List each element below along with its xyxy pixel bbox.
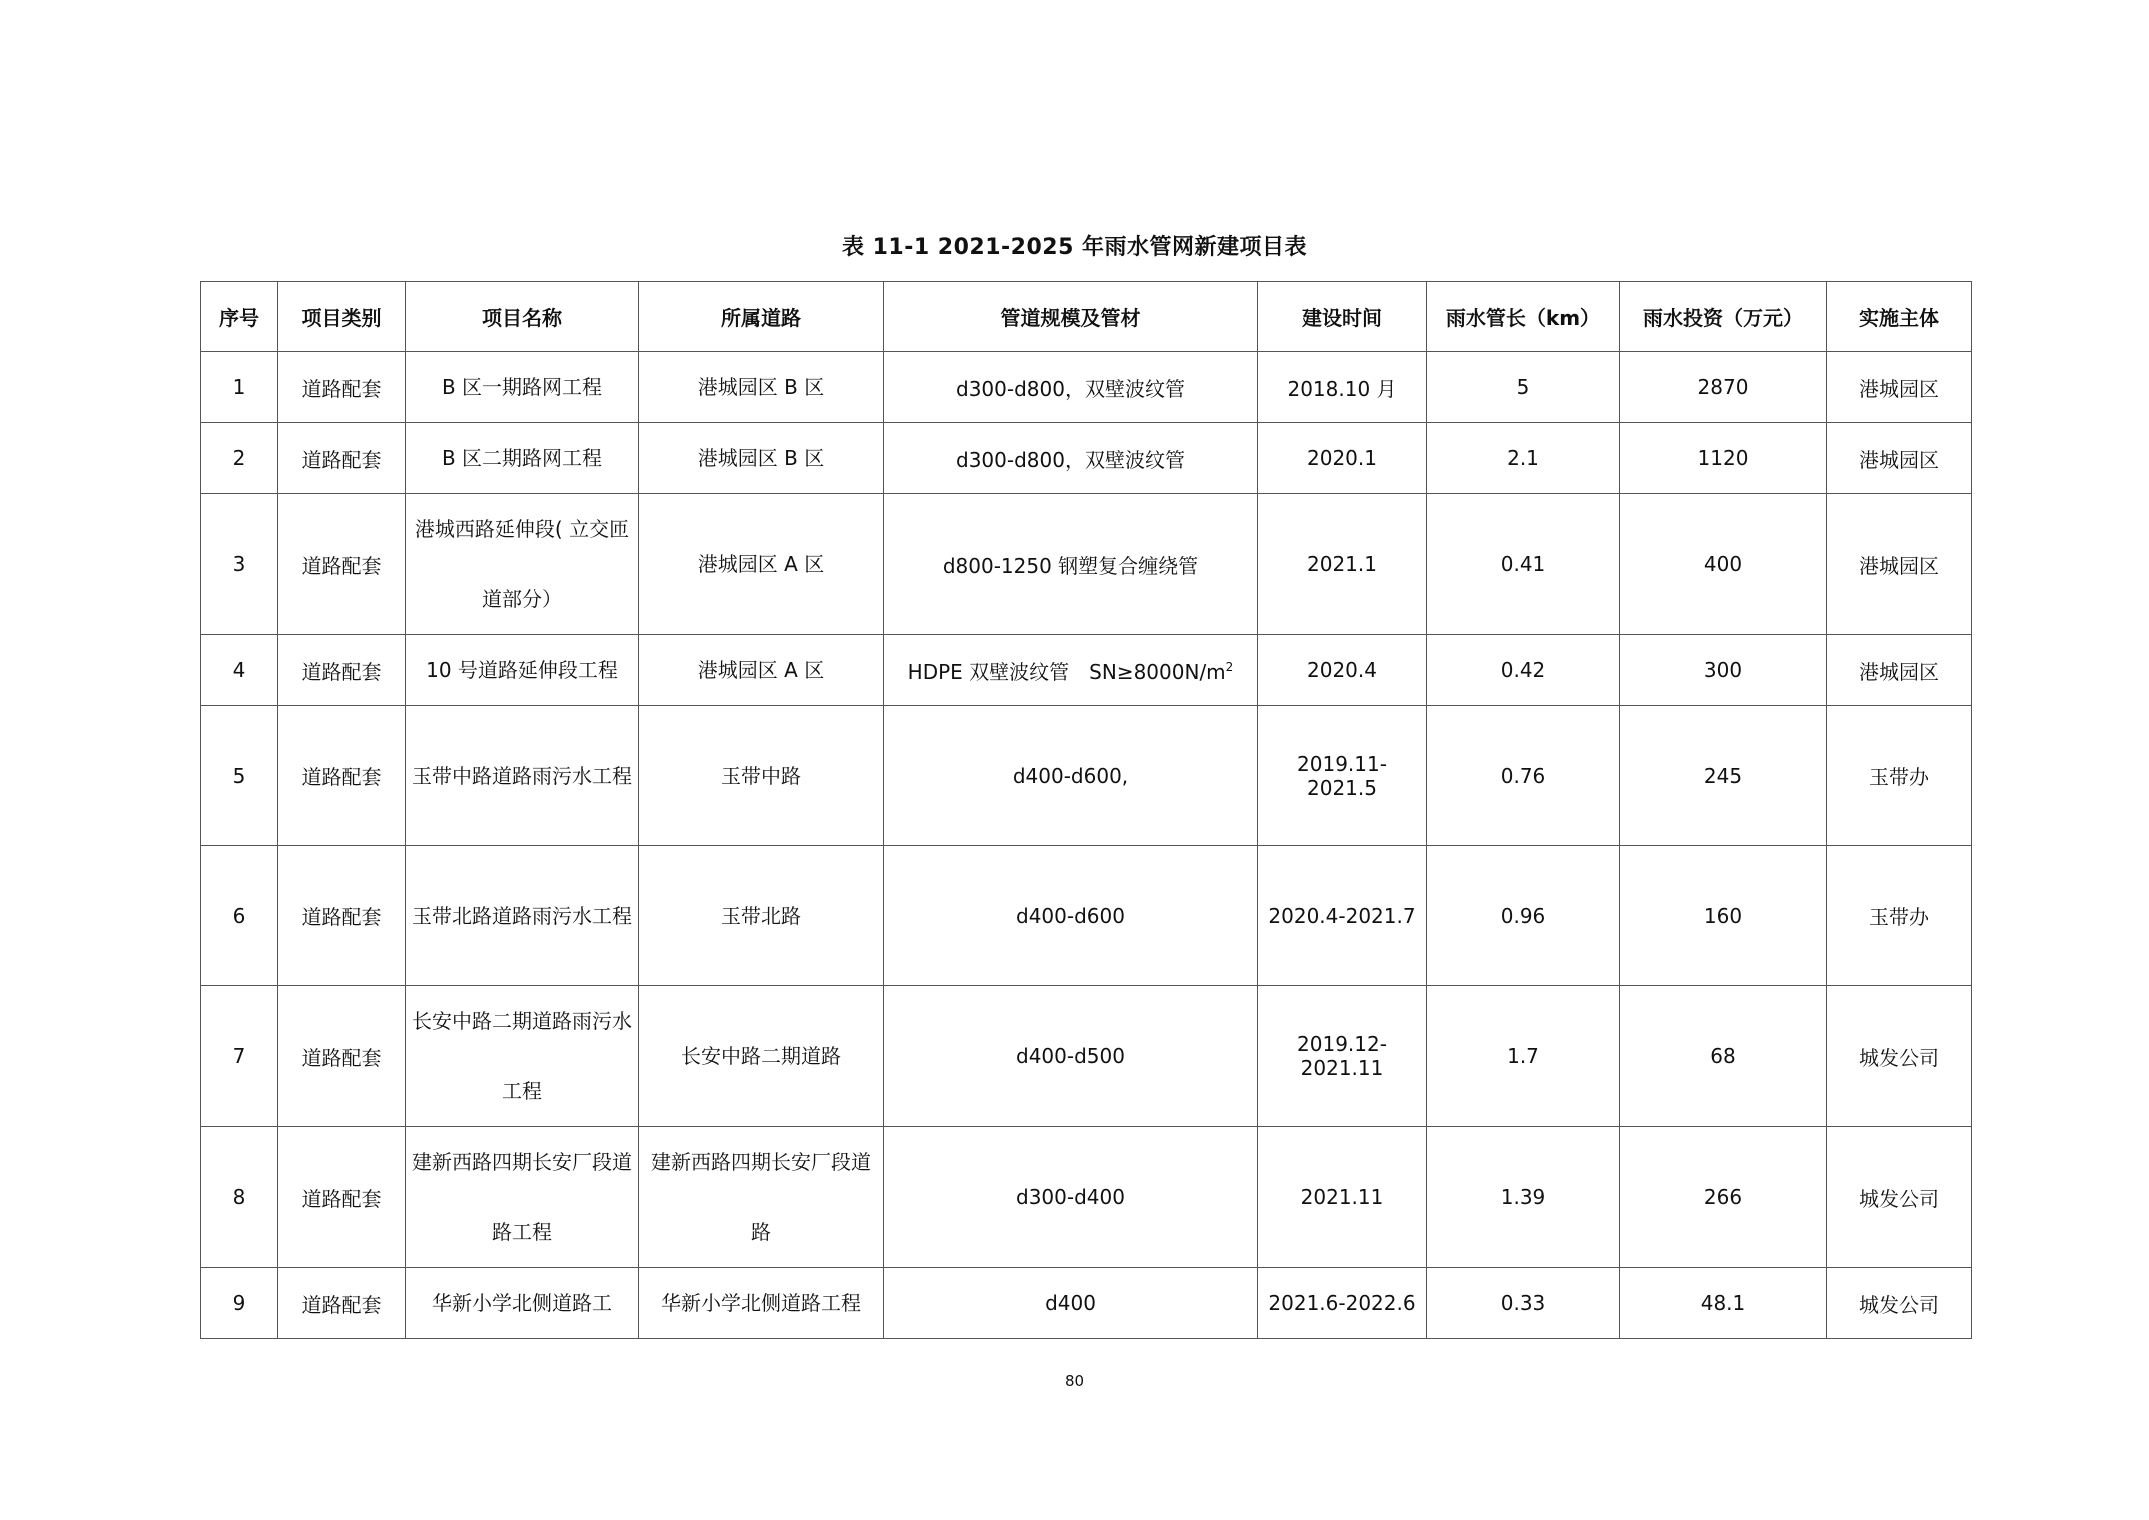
cell-length: 5 [1427, 352, 1620, 423]
cell-length: 1.39 [1427, 1127, 1620, 1268]
cell-pipe-text: HDPE 双壁波纹管 SN≥8000N/m [907, 659, 1226, 684]
cell-length: 0.42 [1427, 635, 1620, 706]
cell-name: 港城西路延伸段( 立交匝道部分） [406, 494, 639, 635]
cell-pipe [884, 352, 1258, 423]
cell-pipe-text: d800-1250 钢塑复合缠绕管 [942, 553, 1199, 578]
cell-owner: 港城园区 [1827, 635, 1972, 706]
rainwater-project-table [200, 281, 1972, 1339]
cell-invest: 48.1 [1620, 1268, 1827, 1339]
cell-no: 3 [201, 494, 278, 635]
header-name: 项目名称 [406, 282, 639, 352]
cell-name: 10 号道路延伸段工程 [406, 635, 639, 706]
table-row [201, 494, 1972, 635]
cell-invest: 300 [1620, 635, 1827, 706]
cell-category: 道路配套 [278, 706, 406, 846]
cell-road: 港城园区 A 区 [639, 494, 884, 635]
cell-no: 9 [201, 1268, 278, 1339]
cell-category: 道路配套 [278, 352, 406, 423]
cell-name: 玉带中路道路雨污水工程 [406, 706, 639, 846]
cell-invest: 1120 [1620, 423, 1827, 494]
cell-pipe-text: d400 [1045, 1291, 1096, 1315]
table-row [201, 635, 1972, 706]
cell-pipe [884, 986, 1258, 1127]
cell-pipe [884, 423, 1258, 494]
cell-no: 5 [201, 706, 278, 846]
header-pipe: 管道规模及管材 [884, 282, 1258, 352]
cell-category: 道路配套 [278, 986, 406, 1127]
cell-invest: 68 [1620, 986, 1827, 1127]
cell-time: 2019.12-2021.11 [1258, 986, 1427, 1127]
cell-time: 2021.6-2022.6 [1258, 1268, 1427, 1339]
cell-invest: 400 [1620, 494, 1827, 635]
cell-no: 1 [201, 352, 278, 423]
header-row [201, 282, 1972, 352]
cell-road: 港城园区 B 区 [639, 423, 884, 494]
cell-invest: 245 [1620, 706, 1827, 846]
cell-time: 2020.4-2021.7 [1258, 846, 1427, 986]
cell-length: 1.7 [1427, 986, 1620, 1127]
cell-length: 2.1 [1427, 423, 1620, 494]
cell-time: 2021.11 [1258, 1127, 1427, 1268]
cell-pipe-text: d300-d800，双壁波纹管 [956, 447, 1185, 472]
table-row [201, 706, 1972, 846]
cell-length: 0.33 [1427, 1268, 1620, 1339]
table-row [201, 986, 1972, 1127]
cell-name: 建新西路四期长安厂段道路工程 [406, 1127, 639, 1268]
cell-length: 0.96 [1427, 846, 1620, 986]
header-road: 所属道路 [639, 282, 884, 352]
cell-pipe-superscript: 2 [1225, 659, 1234, 674]
header-length: 雨水管长（km） [1427, 282, 1620, 352]
cell-pipe-text: d300-d800，双壁波纹管 [956, 376, 1185, 401]
header-time: 建设时间 [1258, 282, 1427, 352]
cell-pipe-text: d400-d600 [1016, 903, 1125, 928]
cell-road: 华新小学北侧道路工程 [639, 1268, 884, 1339]
cell-pipe [884, 1127, 1258, 1268]
cell-name: 玉带北路道路雨污水工程 [406, 846, 639, 986]
cell-road: 长安中路二期道路 [639, 986, 884, 1127]
cell-category: 道路配套 [278, 635, 406, 706]
header-category: 项目类别 [278, 282, 406, 352]
cell-time: 2021.1 [1258, 494, 1427, 635]
cell-time: 2019.11-2021.5 [1258, 706, 1427, 846]
cell-length: 0.76 [1427, 706, 1620, 846]
cell-pipe-text: d300-d400 [1016, 1185, 1125, 1209]
page-number: 80 [1064, 1372, 1085, 1390]
cell-name: 华新小学北侧道路工 [406, 1268, 639, 1339]
cell-category: 道路配套 [278, 1127, 406, 1268]
cell-no: 2 [201, 423, 278, 494]
cell-name: B 区二期路网工程 [406, 423, 639, 494]
cell-road: 建新西路四期长安厂段道路 [639, 1127, 884, 1268]
cell-owner: 玉带办 [1827, 706, 1972, 846]
cell-pipe [884, 706, 1258, 846]
cell-no: 8 [201, 1127, 278, 1268]
cell-owner: 港城园区 [1827, 494, 1972, 635]
cell-category: 道路配套 [278, 846, 406, 986]
header-invest: 雨水投资（万元） [1620, 282, 1827, 352]
cell-owner: 港城园区 [1827, 423, 1972, 494]
cell-owner: 城发公司 [1827, 986, 1972, 1127]
cell-name: 长安中路二期道路雨污水工程 [406, 986, 639, 1127]
cell-road: 玉带北路 [639, 846, 884, 986]
cell-name: B 区一期路网工程 [406, 352, 639, 423]
header-no: 序号 [201, 282, 278, 352]
cell-time: 2020.4 [1258, 635, 1427, 706]
cell-time: 2020.1 [1258, 423, 1427, 494]
cell-length: 0.41 [1427, 494, 1620, 635]
table-row [201, 352, 1972, 423]
cell-road: 玉带中路 [639, 706, 884, 846]
cell-pipe [884, 494, 1258, 635]
cell-category: 道路配套 [278, 494, 406, 635]
cell-pipe-text: d400-d500 [1016, 1044, 1125, 1068]
table-row [201, 846, 1972, 986]
cell-pipe-text: d400-d600, [1012, 763, 1129, 788]
cell-invest: 160 [1620, 846, 1827, 986]
cell-invest: 2870 [1620, 352, 1827, 423]
cell-no: 6 [201, 846, 278, 986]
table-row [201, 1127, 1972, 1268]
cell-owner: 城发公司 [1827, 1268, 1972, 1339]
cell-no: 4 [201, 635, 278, 706]
cell-no: 7 [201, 986, 278, 1127]
table-row [201, 423, 1972, 494]
cell-pipe [884, 635, 1258, 706]
cell-pipe [884, 846, 1258, 986]
cell-invest: 266 [1620, 1127, 1827, 1268]
cell-owner: 城发公司 [1827, 1127, 1972, 1268]
cell-category: 道路配套 [278, 1268, 406, 1339]
cell-road: 港城园区 B 区 [639, 352, 884, 423]
cell-pipe [884, 1268, 1258, 1339]
cell-owner: 玉带办 [1827, 846, 1972, 986]
table-title: 表 11-1 2021-2025 年雨水管网新建项目表 [841, 235, 1308, 260]
cell-category: 道路配套 [278, 423, 406, 494]
cell-time: 2018.10 月 [1258, 352, 1427, 423]
header-owner: 实施主体 [1827, 282, 1972, 352]
cell-road: 港城园区 A 区 [639, 635, 884, 706]
cell-owner: 港城园区 [1827, 352, 1972, 423]
table-row [201, 1268, 1972, 1339]
